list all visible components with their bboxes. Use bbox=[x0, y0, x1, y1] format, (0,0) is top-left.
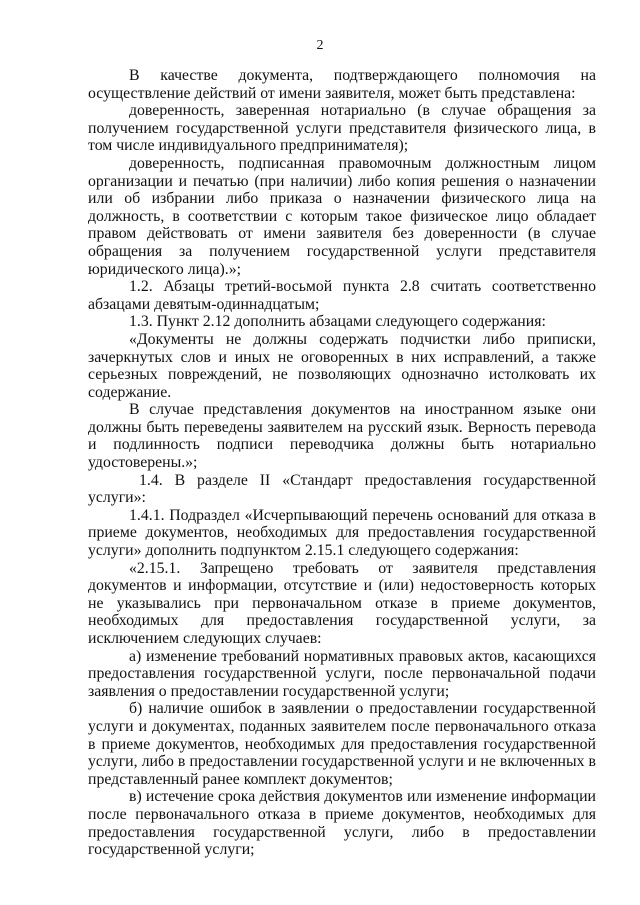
paragraph: «Документы не должны содержать подчистки либо приписки, зачеркнутых слов и иных не оговоренных в них исправлений, а также серьезных повреждений, не позволяющих однозначно истолковать их содержание. bbox=[88, 330, 596, 401]
paragraph: а) изменение требований нормативных правовых актов, касающихся предоставления государственной услуги, после первоначальной подачи заявления о предоставлении государственной услуги; bbox=[88, 647, 596, 700]
page-number: 2 bbox=[316, 38, 324, 53]
paragraph: В качестве документа, подтверждающего полномочия на осуществление действий от имени заявителя, может быть представлена: bbox=[88, 67, 596, 102]
paragraph: «2.15.1. Запрещено требовать от заявителя представления документов и информации, отсутствие и (или) недостоверность которых не указывались при первоначальном отказе в приеме документов, необходимых для предоставления государственной услуги, за исключением следующих случаев: bbox=[88, 559, 596, 647]
paragraph: 1.4.1. Подраздел «Исчерпывающий перечень оснований для отказа в приеме документов, необходимых для предоставления государственной услуги» дополнить подпунктом 2.15.1 следующего содержания: bbox=[88, 506, 596, 560]
paragraph: доверенность, подписанная правомочным должностным лицом организации и печатью (при наличии) либо копия решения о назначении или об избрании либо приказа о назначении физического лица на должность, в соответствии с которым такое физическое лицо обладает правом действовать от имени заявителя без доверенности (в случае обращения за получением государственной услуги представителя юридического лица).»; bbox=[88, 154, 596, 278]
paragraph: 1.2. Абзацы третий-восьмой пункта 2.8 считать соответственно абзацами девятым-одиннадцатым; bbox=[88, 278, 596, 313]
paragraph: доверенность, заверенная нотариально (в случае обращения за получением государственной услуги представителя физического лица, в том числе индивидуального предпринимателя); bbox=[88, 102, 596, 155]
document-body bbox=[88, 67, 596, 859]
paragraph: 1.3. Пункт 2.12 дополнить абзацами следующего содержания: bbox=[129, 313, 546, 331]
paragraph: В случае представления документов на иностранном языке они должны быть переведены заявителем на русский язык. Верность перевода и подлинность подписи переводчика должны быть нотариально удостоверены.»; bbox=[88, 401, 596, 472]
paragraph: 1.4. В разделе II «Стандарт предоставления государственной услуги»: bbox=[88, 471, 596, 507]
paragraph: б) наличие ошибок в заявлении о предоставлении государственной услуги и документах, поданных заявителем после первоначального отказа в приеме документов, необходимых для предоставления государственной услуги, либо в предоставлении государственной услуги и не включенных в представленный ранее комплект документов; bbox=[88, 700, 596, 788]
paragraph: в) истечение срока действия документов или изменение информации после первоначального отказа в приеме документов, необходимых для предоставления государственной услуги, либо в предоставлении государственной услуги; bbox=[88, 788, 596, 859]
